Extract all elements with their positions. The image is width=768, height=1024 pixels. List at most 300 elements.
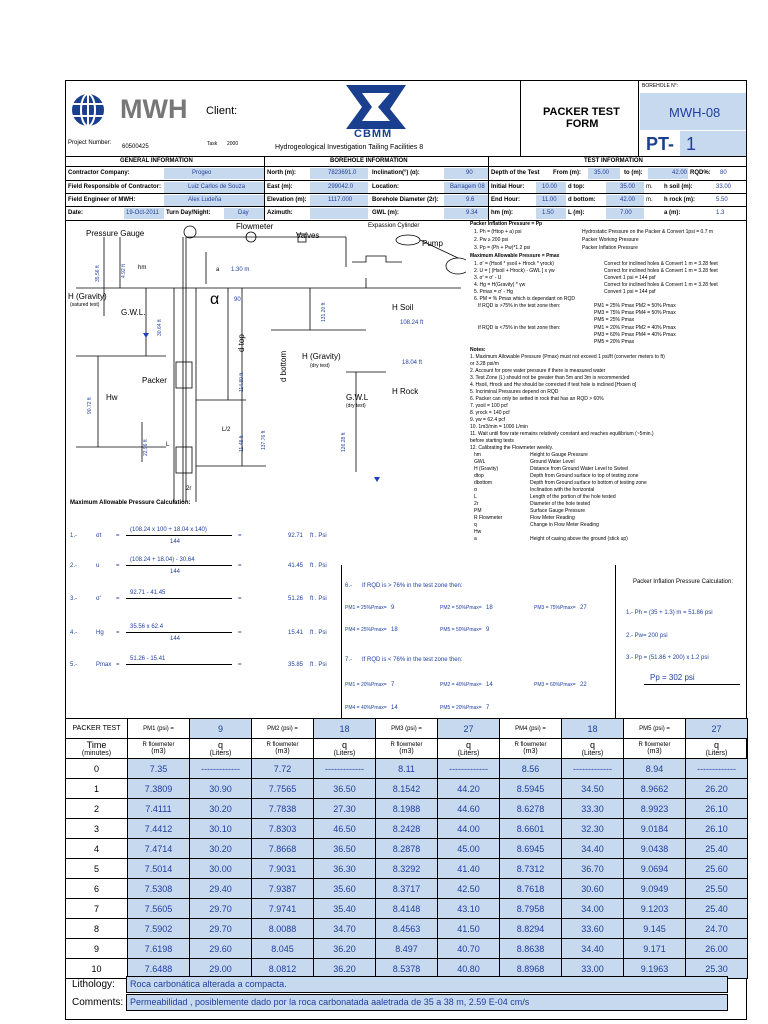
note-line: before starting tests [470,438,514,444]
pp-line: 1. Ph = (Htop + a) psi [474,229,522,235]
calc-numerator: 92.71 - 41.45 [130,590,166,596]
pmax-line: 3. σ' = σ' - U [474,275,502,281]
general-label: Date: [68,210,84,216]
pm-label: PM3 (psi) = [376,719,438,739]
table-row [66,819,748,839]
r-cell: 8.56 [500,759,562,779]
test-unit: m. [646,184,653,190]
time-cell: 1 [66,779,128,799]
client-logo-text: CBMM [354,128,393,140]
test-label: Initial Hour: [491,184,525,190]
r-cell: 8.2878 [376,839,438,859]
table-row [66,839,748,859]
label-hm: hm [138,265,147,271]
comments-label: Comments: [72,997,124,1008]
borehole-label-2: Borehole Diameter (2r): [372,197,439,203]
borehole-value-2: 90 [466,170,473,176]
q-cell: 30.60 [562,879,624,899]
q-cell: 29.40 [190,879,252,899]
task: 2000 [227,141,239,147]
label-2r: 2r [186,486,192,492]
r-label: R flowmeter [638,742,671,748]
q-cell: 27.30 [314,799,376,819]
q-label: q [217,740,223,750]
r-cell: 8.6601 [500,819,562,839]
q-cell: 30.90 [190,779,252,799]
legend-symbol: Hw [474,529,482,535]
q-cell: 36.20 [314,959,376,979]
calc-numerator: 51.26 - 15.41 [130,656,166,662]
r-unit: (m3) [275,748,290,755]
note-line: 1. Maximum Allowable Pressure (Pmax) must not exceed 1 psi/ft (converter meters to ft) [470,354,665,360]
borehole-value-2: 9.34 [466,210,478,216]
r-cell: 8.045 [252,939,314,959]
comments-value: Permeabilidad , posiblemente dado por la roca carbonatada aaletrada de 35 a 38 m, 2.59 E-04 cm/s [130,997,530,1007]
r-cell: 8.3292 [376,859,438,879]
general-field [164,168,264,179]
borehole-value: MWH-08 [669,105,721,120]
test-label: hm (m): [491,210,513,216]
borehole-label-2: Location: [372,184,399,190]
lithology-label: Lithology: [72,979,115,990]
r-cell: 9.171 [624,939,686,959]
q-cell: 30.00 [190,859,252,879]
time-cell: 7 [66,899,128,919]
q-cell: 35.60 [314,879,376,899]
project-title: Hydrogeological Investigation Tailing Facilities 8 [275,144,424,151]
q-unit: (Liters) [705,750,728,757]
q-unit: (Liters) [209,750,232,757]
q-cell: 44.20 [438,779,500,799]
legend-symbol: H (Gravity) [474,466,499,472]
dim-12628: 126.28 ft [341,432,347,452]
pp-note: Hydrostatic Pressure on the Packer & Convert 1psi = 0.7 m [582,229,714,235]
legend-symbol: a [474,536,477,542]
rqd-hi-line: PM1 = 25% Pmax PM2 = 50% Pmax [594,303,676,309]
calc-fraction-bar [126,535,232,536]
q-cell: 44.60 [438,799,500,819]
pm-lo-value: 14 [486,682,493,688]
pp-calc-1: 1.- Ph = (35 + 1.3) m = 51.86 psi [626,610,713,616]
test-value-3: 5.50 [716,197,728,203]
pp-title: Packer Inflation Pressure = Pp [470,221,543,227]
label-gwl: G.W.L. [121,308,146,317]
r-cell: 9.0184 [624,819,686,839]
calc-eq: = [116,630,120,636]
mwh-logo [70,92,210,126]
r-cell: 7.72 [252,759,314,779]
note-line: 9. γw = 62.4 pcf [470,417,506,423]
borehole-value: 1117.000 [328,197,353,203]
header-r [376,739,438,759]
label-valves: Valves [296,231,320,240]
time-cell: 10 [66,959,128,979]
legend-symbol: GWL [474,459,486,465]
r-cell: 8.5945 [500,779,562,799]
label-pump: Pump [422,239,443,248]
calc-fraction-bar [126,664,232,665]
borehole-label: North (m): [267,170,296,176]
label-dry-test: (dry test) [310,363,330,369]
pm-hi-title: If RQD is > 76% in the test zone then: [362,583,463,589]
calc-eq: = [116,596,120,602]
dim-1148: 11.48 ft [239,435,245,452]
calc-denominator: 144 [170,539,181,545]
r-cell: 8.6278 [500,799,562,819]
legend-desc: Depth from Ground surface to top of testing zone [530,473,639,479]
q-cell: 33.00 [562,959,624,979]
test-label-3: a (m): [664,210,681,216]
legend-desc: Diameter of the hole tested [530,501,591,507]
r-unit: (m3) [399,748,414,755]
r-cell: 8.9923 [624,799,686,819]
dim-2296: 22.96 ft [143,439,149,456]
test-value-2: 35.00 [620,184,636,190]
r-cell: 7.9741 [252,899,314,919]
q-cell: 34.00 [562,899,624,919]
rqd-hi-line: PM3 = 75% Pmax PM4 = 50% Pmax [594,310,676,316]
q-cell: 34.70 [314,919,376,939]
header-q [438,739,500,759]
r-cell: 8.8294 [500,919,562,939]
rqd-lo-line: PM1 = 20% Pmax PM2 = 40% Pmax [594,325,676,331]
borehole-value-2: 9.6 [466,197,475,203]
dim-9072: 90.72 ft [87,397,93,414]
pm-lo-label: PM4 = 40%Pmax= [345,705,387,711]
value-h-soil: 108.24 ft [400,320,424,326]
r-cell: 8.2428 [376,819,438,839]
pm-value: 18 [314,719,376,739]
q-label: q [713,740,719,750]
r-cell: 7.5902 [128,919,190,939]
q-cell: 29.60 [190,939,252,959]
r-cell: 9.1963 [624,959,686,979]
project-number: 60500425 [122,144,149,150]
calc-eq2: = [238,630,242,636]
q-cell: 29.70 [190,919,252,939]
general-label: Field Responsible of Contractor: [68,184,162,190]
calc-numerator: 35.56 x 62.4 [130,624,164,630]
general-label: Field Engineer of MWH: [68,197,136,203]
r-cell: 8.1542 [376,779,438,799]
r-cell: 9.0694 [624,859,686,879]
legend-desc: Flow Meter Reading [530,515,575,521]
note-line: 11. Wait until flow rate remains relatively constant and reaches equilibrium (~5min.) [470,431,654,437]
minutes-label: (minutes) [81,750,112,757]
header-r [624,739,686,759]
q-cell: ------------- [438,759,500,779]
calc-step: 1.- [70,533,78,539]
note-line: 7. γsoil = 100 pcf [470,403,508,409]
time-label: Time [86,740,107,750]
q-unit: (Liters) [581,750,604,757]
r-cell: 7.4111 [128,799,190,819]
pp-calc-2: 2.- Pw= 200 psi [626,633,668,639]
test-value: 1.50 [542,210,554,216]
header-q [686,739,748,759]
q-cell: 36.20 [314,939,376,959]
pm-label: PM4 (psi) = [500,719,562,739]
table-header-units [66,739,748,759]
pm-value: 9 [190,719,252,739]
r-cell: 8.4148 [376,899,438,919]
legend-desc: Depth from Ground surface to bottom of testing zone [530,480,647,486]
r-cell: 8.0812 [252,959,314,979]
calc-step: 3.- [70,596,78,602]
label-expansion: Expassion Cylinder [368,223,420,229]
value-a: 1.30 m [231,267,250,273]
table-row [66,939,748,959]
general-value-2: Day [238,210,249,216]
r-cell: 8.1988 [376,799,438,819]
pm-hi-value: 18 [486,605,493,611]
borehole-field [310,208,368,219]
header-r [252,739,314,759]
calc-step: 5.- [70,662,78,668]
calc-unit: ft . Psi [310,596,327,602]
q-cell: 25.60 [686,859,748,879]
label-l: L [166,442,170,448]
header-q [314,739,376,759]
q-cell: 26.10 [686,819,748,839]
test-value-2: 42.00 [672,170,688,176]
pm-hi-value: 9 [486,627,490,633]
label-h-soil: H Soil [392,303,414,312]
pt-value: 1 [686,134,697,154]
dim-13120: 131.20 ft [321,302,327,322]
notes-title: Notes: [470,347,486,353]
q-cell: 29.00 [190,959,252,979]
notes-panel [470,222,746,567]
q-cell: 44.00 [438,819,500,839]
r-cell: 8.7312 [500,859,562,879]
q-cell: 26.10 [686,799,748,819]
r-cell: 7.5308 [128,879,190,899]
r-cell: 8.0088 [252,919,314,939]
r-cell: 7.8668 [252,839,314,859]
pm-lo-value: 7 [486,705,490,711]
calc-result: 41.45 [288,563,304,569]
label-d-top: d top [237,334,246,352]
r-cell: 8.6945 [500,839,562,859]
label-saturated: (satured test) [70,302,100,308]
test-label-2: d bottom: [568,197,596,203]
legend-symbol: α [474,487,477,493]
q-cell: 25.40 [686,839,748,859]
pm-hi-label: PM5 = 50%Pmax= [440,627,482,633]
calc-symbol: Hg [96,630,104,636]
r-cell: 8.5378 [376,959,438,979]
borehole-value: 7823691.0 [328,170,357,176]
test-label-3: RQD%: [690,170,711,176]
q-cell: 42.50 [438,879,500,899]
borehole-label-2: GWL (m): [372,210,399,216]
pp-note: Packer Inflation Pressure [582,245,638,251]
value-alpha: 90 [234,297,241,303]
pm-lo-label: PM1 = 20%Pmax= [345,682,387,688]
calc-fraction-bar [126,632,232,633]
q-cell: 30.10 [190,819,252,839]
r-cell: 7.6198 [128,939,190,959]
note-line: or 3.28 psi/m [470,361,499,367]
form-title-1: PACKER TEST [543,106,620,118]
pmax-note: Correct for inclined holes & Convert 1 m = 3.28 feet [604,268,718,274]
test-value: 10.00 [542,184,558,190]
client-label: Client: [206,105,238,117]
note-line: 5. Incriminal Pressures depend on RQD [470,389,559,395]
q-cell: 36.70 [562,859,624,879]
label-h-rock: H Rock [392,387,419,396]
r-cell: 7.6488 [128,959,190,979]
q-cell: 25.50 [686,879,748,899]
label-h-gravity: H (Gravity) [68,292,107,301]
legend-symbol: L [474,494,477,500]
q-cell: 35.40 [314,899,376,919]
r-label: R flowmeter [390,742,423,748]
borehole-value: 299042.0 [328,184,354,190]
globe-icon [70,92,110,128]
q-cell: 36.50 [314,779,376,799]
legend-symbol: q [474,522,477,528]
step7: 7.- [345,657,353,663]
q-cell: 33.60 [562,919,624,939]
calc-result: 15.41 [288,630,304,636]
pp-line: 3. Pp = (Ph + Pw)*1.2 psi [474,245,531,251]
legend-symbol: hm [474,452,481,458]
q-unit: (Liters) [457,750,480,757]
borehole-value-2: Barragem 08 [450,184,485,190]
pm-hi-value: 9 [391,605,395,611]
r-cell: 9.145 [624,919,686,939]
packer-test-table [65,718,748,979]
pm-label: PM2 (psi) = [252,719,314,739]
q-cell: 36.50 [314,839,376,859]
r-cell: 8.7958 [500,899,562,919]
pm-hi-label: PM3 = 75%Pmax= [534,605,576,611]
label-h-gravity-dry: H (Gravity) [302,352,341,361]
general-value: Luiz Carlos de Souza [188,184,246,190]
r-cell: 7.9387 [252,879,314,899]
pm-hi-value: 27 [580,605,587,611]
q-cell: ------------- [686,759,748,779]
test-value-3: 1.3 [716,210,725,216]
legend-desc: Inclination with the horizontal [530,487,595,493]
r-cell: 8.11 [376,759,438,779]
q-cell: 34.50 [562,779,624,799]
header-r [128,739,190,759]
q-cell: 25.40 [686,899,748,919]
table-row [66,899,748,919]
calc-result: 51.26 [288,596,304,602]
borehole-label-2: Inclination(°) (α): [372,170,420,176]
q-cell: 46.50 [314,819,376,839]
calc-symbol: σ' [96,596,101,602]
r-unit: (m3) [647,748,662,755]
note-line: 4. Hsoil, Hrock and Hw should be corrected if test hole is inclined [Hxsen α] [470,382,637,388]
q-label: q [589,740,595,750]
r-cell: 7.5605 [128,899,190,919]
dim-3064: 30.64 ft [157,319,163,336]
r-cell: 8.7618 [500,879,562,899]
note-line: 8. γrock = 140 pcf [470,410,510,416]
pm-lo-label: PM5 = 20%Pmax= [440,705,482,711]
r-cell: 9.0438 [624,839,686,859]
rqd-lo: If RQD is <75% in the test zone then: [478,325,561,331]
q-cell: 30.20 [190,799,252,819]
legend-desc: Ground Water Level [530,459,575,465]
calc-result: 35.85 [288,662,304,668]
legend-symbol: R Flowmeter [474,515,503,521]
section-borehole: BOREHOLE INFORMATION [330,158,408,164]
q-unit: (Liters) [333,750,356,757]
calc-eq2: = [238,563,242,569]
calc-eq: = [116,662,120,668]
calc-result: 92.71 [288,533,304,539]
pm-value: 27 [438,719,500,739]
dim-3556: 35.56 ft [95,265,101,282]
calc-unit: ft . Psi [310,630,327,636]
pmax-note: Correct for inclined holes & Convert 1 m = 3.28 feet [604,261,718,267]
time-cell: 8 [66,919,128,939]
pmax-note: Correct for inclined holes & Convert 1 m = 3.28 feet [604,282,718,288]
time-cell: 0 [66,759,128,779]
r-unit: (m3) [151,748,166,755]
header-time [66,739,128,759]
note-line: 2. Account for pore water pressure if there is measured water [470,368,606,374]
header-q [190,739,252,759]
general-label: Contractor Company: [68,170,130,176]
calc-eq2: = [238,662,242,668]
test-label-3: h soil (m): [664,184,693,190]
pmax-title: Maximum Allowable Pressure = Pmax [470,253,560,259]
r-cell: 8.497 [376,939,438,959]
table-row [66,779,748,799]
r-cell: 7.7565 [252,779,314,799]
calc-fraction-bar [126,598,232,599]
q-cell: 34.40 [562,839,624,859]
q-cell: 36.30 [314,859,376,879]
calc-symbol: σt [96,533,102,539]
dim-492: 4.92 ft [121,264,127,278]
calc-numerator: (108.24 x 100 + 18.04 x 140) [130,527,207,533]
general-value: Alex Ludeña [188,197,222,203]
pm-lo-value: 14 [391,705,398,711]
rqd-lo-line: PM3 = 60% Pmax PM4 = 40% Pmax [594,332,676,338]
q-cell: 41.50 [438,919,500,939]
q-cell: 45.00 [438,839,500,859]
label-a: a [216,267,220,273]
r-cell: 7.35 [128,759,190,779]
header-r [500,739,562,759]
calc-title: Maximum Allowable Pressure Calculation: [70,500,191,506]
pm-lo-value: 7 [391,682,395,688]
q-cell: 41.40 [438,859,500,879]
general-label-2: Turn Day/Night: [166,210,211,216]
calc-symbol: u [96,563,100,569]
test-unit: m. [646,197,653,203]
borehole-label: Elevation (m): [267,197,307,203]
pm-value: 18 [562,719,624,739]
calc-eq: = [116,563,120,569]
general-value: Progeo [192,170,212,176]
pm-hi-label: PM4 = 25%Pmax= [345,627,387,633]
rqd-hi-line: PM5 = 25% Pmax [594,317,635,323]
pm-lo-label: PM2 = 40%Pmax= [440,682,482,688]
r-label: R flowmeter [514,742,547,748]
pm-lo-title: If RQD is < 76% in the test zone then: [362,657,463,663]
rqd-hi: If RQD is >75% in the test zone then: [478,303,561,309]
time-cell: 3 [66,819,128,839]
